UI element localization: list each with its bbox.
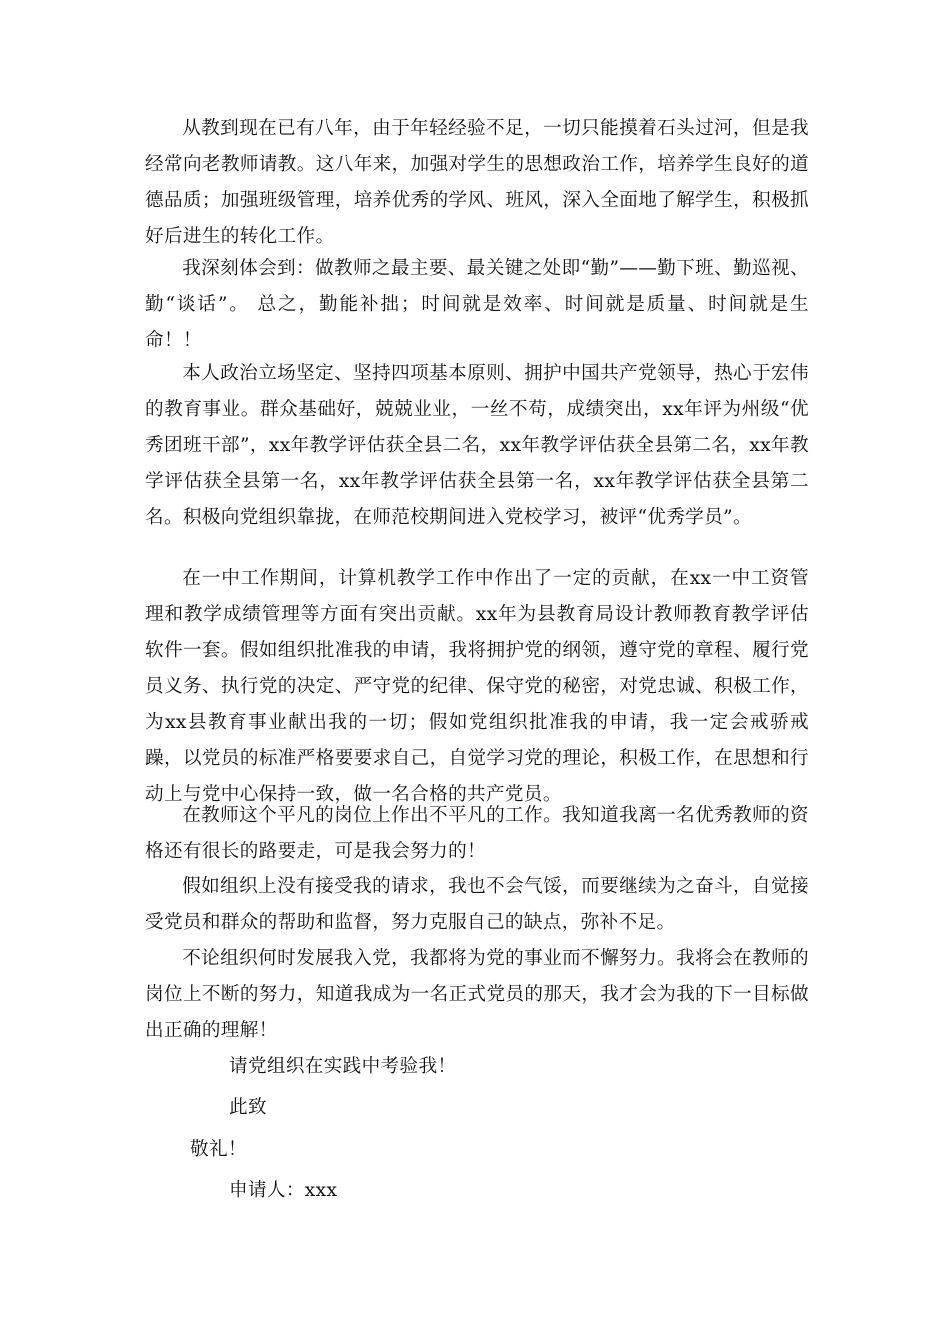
paragraph-6: 假如组织上没有接受我的请求，我也不会气馁，而要继续为之奋斗，自觉接受党员和群众的帮助和监督，努力克服自己的缺点，弥补不足。 (145, 876, 809, 933)
closing-respect: 敬礼！ (190, 1139, 247, 1160)
closing-salutation: 此致 (229, 1097, 267, 1118)
paragraph-1: 从教到现在已有八年，由于年轻经验不足，一切只能摸着石头过河，但是我经常向老教师请教。这八年来，加强对学生的思想政治工作，培养学生良好的道德品质；加强班级管理，培养优秀的学风、班风，深入全面地了解学生，积极抓好后进生的转化工作。 (145, 118, 809, 247)
closing-request: 请党组织在实践中考验我！ (229, 1056, 457, 1077)
paragraph-5: 在教师这个平凡的岗位上作出不平凡的工作。我知道我离一名优秀教师的资格还有很长的路要走，可是我会努力的！ (145, 805, 809, 862)
applicant-signature: 申请人：xxx (229, 1180, 338, 1201)
paragraph-7: 不论组织何时发展我入党，我都将为党的事业而不懈努力。我将会在教师的岗位上不断的努力，知道我成为一名正式党员的那天，我才会为我的下一目标做出正确的理解！ (145, 948, 809, 1041)
paragraph-3: 本人政治立场坚定、坚持四项基本原则、拥护中国共产党领导，热心于宏伟的教育事业。群众基础好，兢兢业业，一丝不苟，成绩突出，xx年评为州级“优秀团班干部”，xx年教学评估获全县二名，xx年教学评估获全县第二名，xx年教学评估获全县第一名，xx年教学评估获全县第一名，xx年教学评估获全县第二名。积极向党组织靠拢，在师范校期间进入党校学习，被评“优秀学员”。 (145, 363, 809, 528)
paragraph-2: 我深刻体会到：做教师之最主要、最关键之处即“勤”——勤下班、勤巡视、勤“谈话”。 总之，勤能补拙；时间就是效率、时间就是质量、时间就是生命！！ (145, 258, 809, 351)
paragraph-4: 在一中工作期间，计算机教学工作中作出了一定的贡献，在xx一中工资管理和教学成绩管理等方面有突出贡献。xx年为县教育局设计教师教育教学评估软件一套。假如组织批准我的申请，我将拥护党的纲领，遵守党的章程、履行党员义务、执行党的决定、严守党的纪律、保守党的秘密，对党忠诚、积极工作，为xx县教育事业献出我的一切；假如党组织批准我的申请，我一定会戒骄戒躁，以党员的标准严格要要求自己，自觉学习党的理论，积极工作，在思想和行动上与党中心保持一致，做一名合格的共产党员。 (145, 568, 809, 805)
